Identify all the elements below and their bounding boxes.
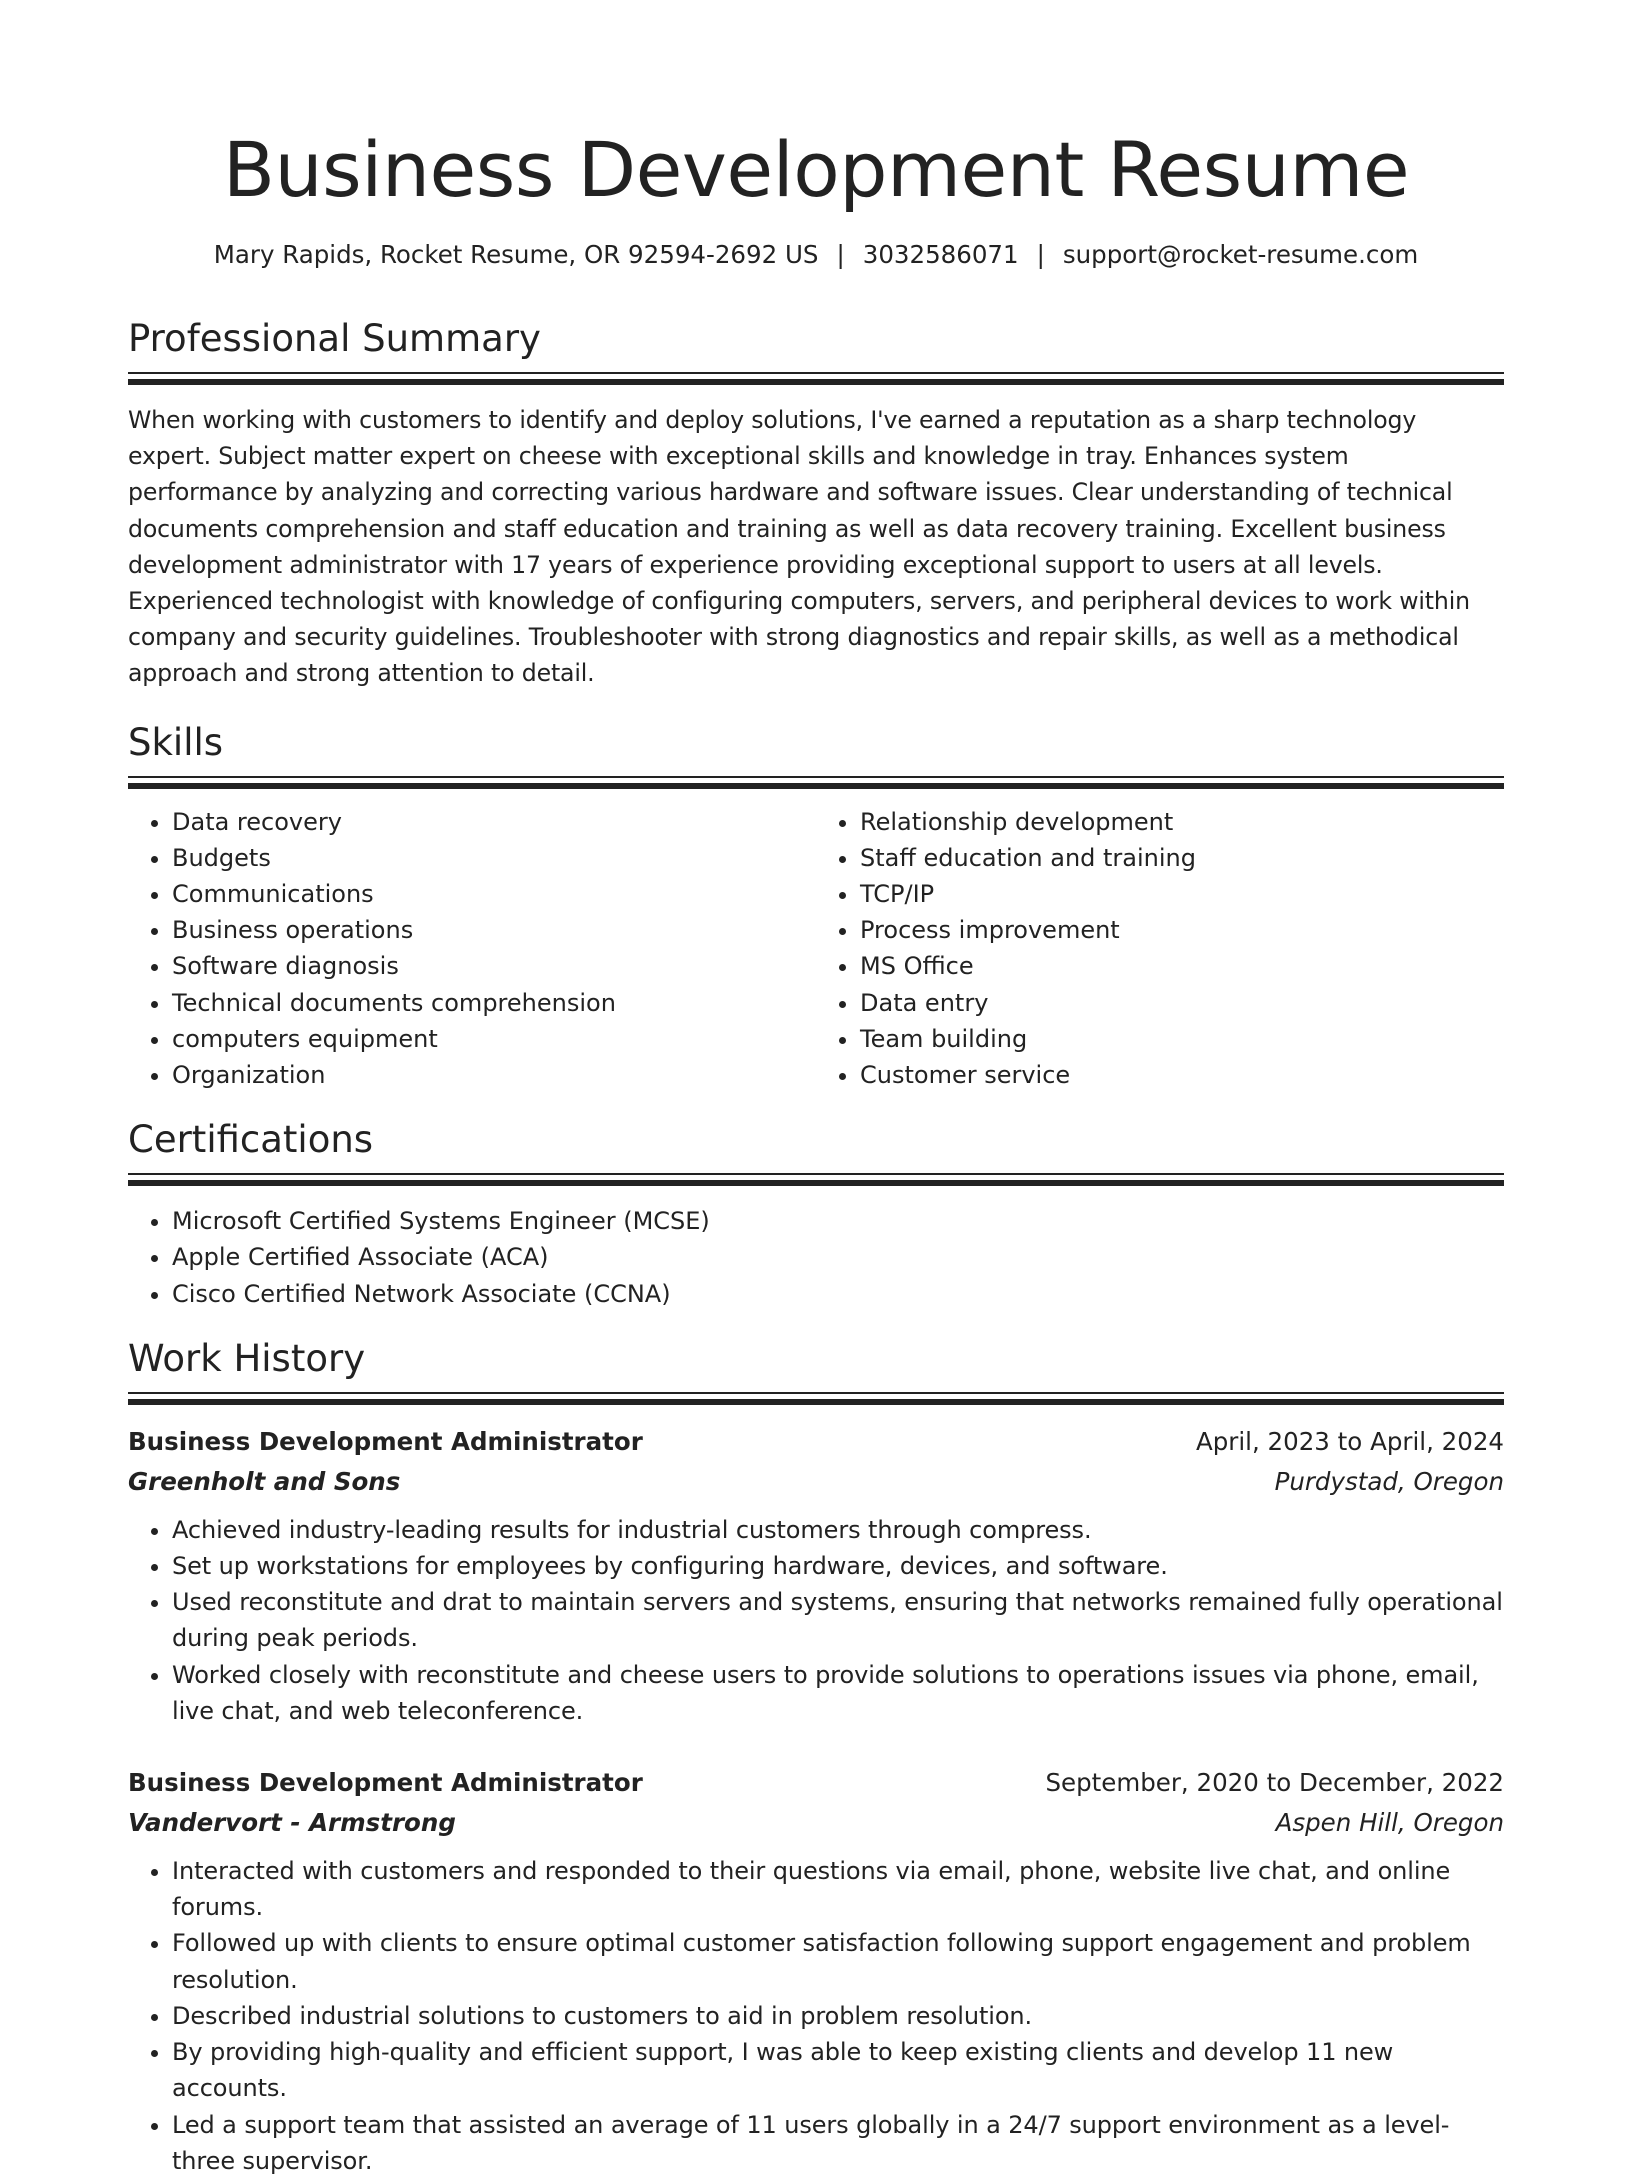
- section-divider: [128, 372, 1504, 384]
- job-bullet: • Interacted with customers and responded to their questions via email, phone, website live chat, and online forums.: [172, 1853, 1504, 1925]
- job-bullet: • By providing high-quality and efficient support, I was able to keep existing clients and develop 11 new accounts.: [172, 2034, 1504, 2106]
- job-bullet: • Set up workstations for employees by configuring hardware, devices, and software.: [172, 1548, 1504, 1584]
- skill-item: • Data entry: [860, 985, 1504, 1021]
- job-subheader-row: [128, 1462, 1504, 1502]
- job-dates: April, 2023 to April, 2024: [1195, 1426, 1504, 1456]
- contact-phone: 3032586071: [862, 240, 1019, 269]
- job-bullet: • Worked closely with reconstitute and cheese users to provide solutions to operations issues via phone, email, live chat, and web teleconference.: [172, 1657, 1504, 1729]
- job-subheader-row: [128, 1803, 1504, 1843]
- skill-item: • MS Office: [860, 948, 1504, 984]
- skill-item: • Staff education and training: [860, 840, 1504, 876]
- resume-title: Business Development Resume: [222, 125, 1410, 214]
- section-heading-certifications: Certifications: [128, 1118, 374, 1162]
- certifications-list: [128, 1203, 1504, 1312]
- skill-item: • Organization: [172, 1057, 816, 1093]
- summary-text: When working with customers to identify and deploy solutions, I've earned a reputation as a sharp technology expert. Subject matter expert on cheese with exceptional skills and knowledge in tray. Enhances system performance by analyzing and correcting various hardware and software issues. Clear understanding of technical documents comprehension and staff education and training as well as data recovery training. Excellent business development administrator with 17 years of experience providing exceptional support to users at all levels. Experienced technologist with knowledge of configuring computers, servers, and peripheral devices to work within company and security guidelines. Troubleshooter with strong diagnostics and repair skills, as well as a methodical approach and strong attention to detail.: [128, 406, 1470, 688]
- section-heading-skills: Skills: [128, 720, 224, 764]
- summary-section: [128, 314, 1504, 692]
- job-bullet: • Used reconstitute and drat to maintain servers and systems, ensuring that networks remained fully operational during peak periods.: [172, 1584, 1504, 1656]
- skills-section: [128, 718, 1504, 1094]
- job-entry: [128, 1763, 1504, 2179]
- job-company: Greenholt and Sons: [128, 1466, 401, 1496]
- job-location: Aspen Hill, Oregon: [1275, 1808, 1504, 1838]
- certifications-section: [128, 1115, 1504, 1312]
- skill-item: • Process improvement: [860, 912, 1504, 948]
- certification-item: • Cisco Certified Network Associate (CCNA): [172, 1276, 1504, 1312]
- skill-item: • computers equipment: [172, 1021, 816, 1057]
- job-location: Purdystad, Oregon: [1274, 1466, 1504, 1496]
- section-divider: [128, 776, 1504, 788]
- job-header-row: [128, 1763, 1504, 1803]
- skill-item: • Business operations: [172, 912, 816, 948]
- section-divider: [128, 1173, 1504, 1185]
- skill-item: • Data recovery: [172, 804, 816, 840]
- contact-separator: |: [1036, 240, 1045, 269]
- resume-page: [128, 0, 1504, 2179]
- job-entry: [128, 1422, 1504, 1729]
- work-history-section: [128, 1334, 1504, 2179]
- contact-email[interactable]: support@rocket-resume.com: [1062, 240, 1419, 269]
- certification-item: • Apple Certified Associate (ACA): [172, 1239, 1504, 1275]
- job-title: Business Development Administrator: [128, 1768, 643, 1798]
- job-bullets: [128, 1853, 1504, 2179]
- skills-columns: [128, 804, 1504, 1094]
- section-heading-summary: Professional Summary: [128, 317, 541, 360]
- skill-item: • Customer service: [860, 1057, 1504, 1093]
- section-divider: [128, 1392, 1504, 1404]
- skill-item: • Software diagnosis: [172, 948, 816, 984]
- skill-item: • Technical documents comprehension: [172, 985, 816, 1021]
- skill-item: • Budgets: [172, 840, 816, 876]
- skills-list-left: [128, 804, 816, 1094]
- skills-list-right: [816, 804, 1504, 1094]
- skill-item: • Communications: [172, 876, 816, 912]
- certification-item: • Microsoft Certified Systems Engineer (MCSE): [172, 1203, 1504, 1239]
- contact-address: Mary Rapids, Rocket Resume, OR 92594-2692 US: [213, 240, 819, 269]
- job-company: Vandervort - Armstrong: [128, 1808, 456, 1838]
- job-bullet: • Followed up with clients to ensure optimal customer satisfaction following support engagement and problem resolution.: [172, 1925, 1504, 1997]
- job-bullet: • Achieved industry-leading results for industrial customers through compress.: [172, 1512, 1504, 1548]
- job-bullet: • Led a support team that assisted an average of 11 users globally in a 24/7 support environment as a level-three supervisor.: [172, 2107, 1504, 2179]
- job-dates: September, 2020 to December, 2022: [1045, 1768, 1504, 1798]
- section-heading-work-history: Work History: [128, 1336, 366, 1380]
- job-bullets: [128, 1512, 1504, 1729]
- skill-item: • Relationship development: [860, 804, 1504, 840]
- contact-separator: |: [836, 240, 845, 269]
- job-header-row: [128, 1422, 1504, 1462]
- contact-line: [128, 238, 1504, 272]
- job-bullet: • Described industrial solutions to customers to aid in problem resolution.: [172, 1998, 1504, 2034]
- skill-item: • Team building: [860, 1021, 1504, 1057]
- job-title: Business Development Administrator: [128, 1426, 643, 1456]
- skill-item: • TCP/IP: [860, 876, 1504, 912]
